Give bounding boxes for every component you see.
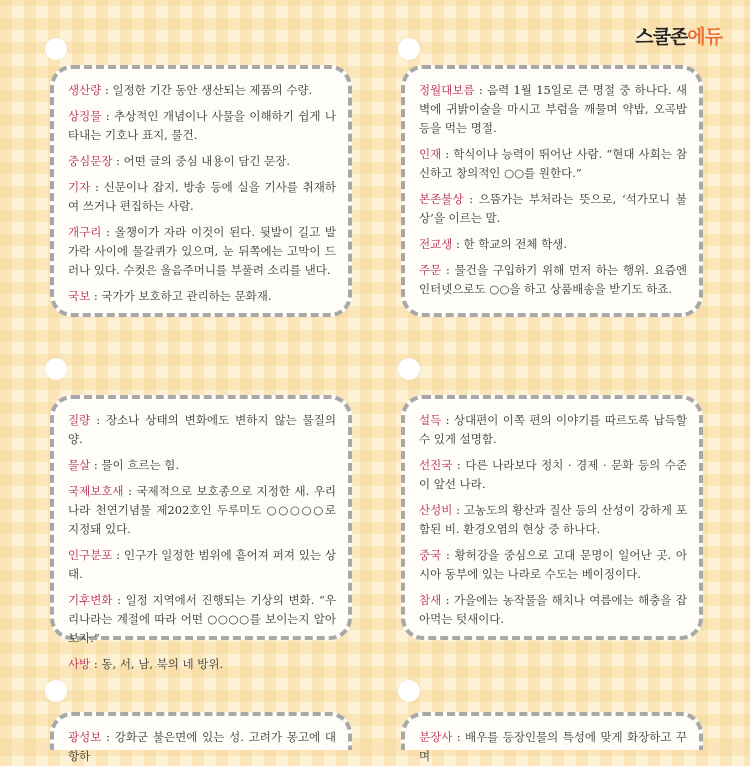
vocab-card — [401, 712, 703, 763]
vocab-definition: : 국제적으로 보호종으로 지정한 새. 우리나라 천연기념물 제202호인 두루미도 ○○○○○로 지정돼 있다. — [68, 484, 336, 536]
logo-text-accent: 에듀 — [687, 26, 722, 48]
vocab-entry — [419, 261, 687, 299]
vocab-definition: : 장소나 상태의 변화에도 변하지 않는 물질의 양. — [68, 413, 336, 446]
vocab-definition: : 배우를 등장인물의 특성에 맞게 화장하고 꾸며 — [419, 730, 687, 763]
vocab-entry — [419, 145, 687, 183]
vocab-entry — [68, 655, 336, 674]
vocab-entry — [68, 546, 336, 584]
binder-hole — [398, 680, 420, 702]
vocab-term: 분장사 — [419, 730, 453, 744]
vocab-entry — [68, 178, 336, 216]
vocab-definition: : 추상적인 개념이나 사물을 이해하기 쉽게 나타내는 기호나 표지, 물건. — [68, 109, 336, 142]
vocab-card — [50, 712, 352, 763]
vocab-term: 중국 — [419, 548, 442, 562]
vocab-definition: : 신문이나 잡지, 방송 등에 실을 기사를 취재하여 쓰거나 편집하는 사람. — [68, 180, 336, 213]
vocab-entry — [419, 546, 687, 584]
vocab-definition: : 일정한 기간 동안 생산되는 제품의 수량. — [101, 83, 313, 97]
vocab-entry — [419, 235, 687, 254]
vocab-definition: : 강화군 불은면에 있는 성. 고려가 몽고에 대항하 — [68, 730, 336, 763]
vocab-term: 설득 — [419, 413, 442, 427]
brand-logo — [635, 22, 722, 49]
vocab-entry — [419, 81, 687, 138]
vocab-definition: : 다른 나라보다 정치 · 경제 · 문화 등의 수준이 앞선 나라. — [419, 458, 687, 491]
vocab-definition: : 학식이나 능력이 뛰어난 사람. “현대 사회는 참신하고 창의적인 ○○를 원한다.” — [419, 147, 687, 180]
vocab-entry — [68, 411, 336, 449]
vocab-entry — [68, 152, 336, 171]
vocab-definition: : 국가가 보호하고 관리하는 문화재. — [90, 289, 272, 303]
vocab-term: 전교생 — [419, 237, 453, 251]
vocab-term: 주문 — [419, 263, 442, 277]
vocab-entry — [419, 411, 687, 449]
vocab-entry — [68, 81, 336, 100]
vocab-definition: : 인구가 일정한 범위에 흩어져 퍼져 있는 상태. — [68, 548, 336, 581]
vocab-term: 질량 — [68, 413, 91, 427]
vocab-term: 사방 — [68, 657, 91, 671]
vocab-term: 본존불상 — [419, 192, 464, 206]
vocab-entry — [419, 728, 687, 766]
vocab-term: 광성보 — [68, 730, 102, 744]
vocab-definition: : 올챙이가 자라 이것이 된다. 뒷발이 길고 발가락 사이에 물갈퀴가 있으며, 눈 뒤쪽에는 고막이 드러나 있다. 수컷은 울음주머니를 부풀려 소리를 낸다. — [68, 225, 336, 277]
vocab-term: 생산량 — [68, 83, 102, 97]
binder-hole — [398, 358, 420, 380]
vocab-term: 상징물 — [68, 109, 102, 123]
binder-hole — [45, 680, 67, 702]
vocab-term: 기후변화 — [68, 593, 113, 607]
vocab-definition: : 으뜸가는 부처라는 뜻으로, ‘석가모니 불상’을 이르는 말. — [419, 192, 687, 225]
logo-text-main: 스쿨존 — [635, 26, 688, 48]
vocab-definition: : 한 학교의 전체 학생. — [452, 237, 568, 251]
vocab-definition: : 음력 1월 15일로 큰 명절 중 하나다. 새벽에 귀밝이술을 마시고 부럼을 깨물며 약밥, 오곡밥 등을 먹는 명절. — [419, 83, 687, 135]
vocab-definition: : 상대편이 이쪽 편의 이야기를 따르도록 납득할 수 있게 설명함. — [419, 413, 687, 446]
vocab-definition: : 고농도의 황산과 질산 등의 산성이 강하게 포함된 비. 환경오염의 현상 중 하나다. — [419, 503, 687, 536]
vocab-entry — [68, 482, 336, 539]
vocab-term: 물살 — [68, 458, 91, 472]
vocab-term: 인재 — [419, 147, 442, 161]
vocab-term: 중심문장 — [68, 154, 113, 168]
vocab-entry — [419, 190, 687, 228]
vocab-entry — [419, 591, 687, 629]
vocab-term: 인구분포 — [68, 548, 113, 562]
vocab-card — [401, 65, 703, 317]
vocab-term: 기자 — [68, 180, 91, 194]
vocab-term: 참새 — [419, 593, 442, 607]
vocab-term: 산성비 — [419, 503, 453, 517]
binder-hole — [398, 38, 420, 60]
vocab-definition: : 어떤 글의 중심 내용이 담긴 문장. — [112, 154, 290, 168]
vocab-card — [50, 395, 352, 671]
vocab-card — [50, 65, 352, 317]
vocab-entry — [419, 456, 687, 494]
vocab-entry — [68, 591, 336, 648]
vocab-definition: : 물건을 구입하기 위해 먼저 하는 행위. 요즘엔 인터넷으로도 ○○을 하고 상품배송을 받기도 하죠. — [419, 263, 687, 296]
vocab-card — [401, 395, 703, 640]
vocab-definition: : 일정 지역에서 진행되는 기상의 변화. “우리나라는 계절에 따라 어떤 ○○○○를 보이는지 알아보자.” — [68, 593, 336, 645]
vocab-entry — [68, 456, 336, 475]
vocab-entry — [68, 107, 336, 145]
vocab-entry — [68, 223, 336, 280]
vocab-definition: : 물이 흐르는 힘. — [90, 458, 180, 472]
vocab-entry — [419, 501, 687, 539]
vocab-entry — [68, 728, 336, 766]
binder-hole — [45, 38, 67, 60]
vocab-definition: : 가을에는 농작물을 해치나 여름에는 해충을 잡아먹는 텃새이다. — [419, 593, 687, 626]
vocab-term: 국보 — [68, 289, 91, 303]
vocab-term: 개구리 — [68, 225, 102, 239]
vocab-definition: : 동, 서, 남, 북의 네 방위. — [90, 657, 224, 671]
vocab-term: 정월대보름 — [419, 83, 475, 97]
vocab-term: 선진국 — [419, 458, 453, 472]
binder-hole — [45, 358, 67, 380]
vocab-term: 국제보호새 — [68, 484, 124, 498]
vocab-entry — [68, 287, 336, 306]
vocab-definition: : 황허강을 중심으로 고대 문명이 일어난 곳. 아시아 동부에 있는 나라로 수도는 베이징이다. — [419, 548, 687, 581]
